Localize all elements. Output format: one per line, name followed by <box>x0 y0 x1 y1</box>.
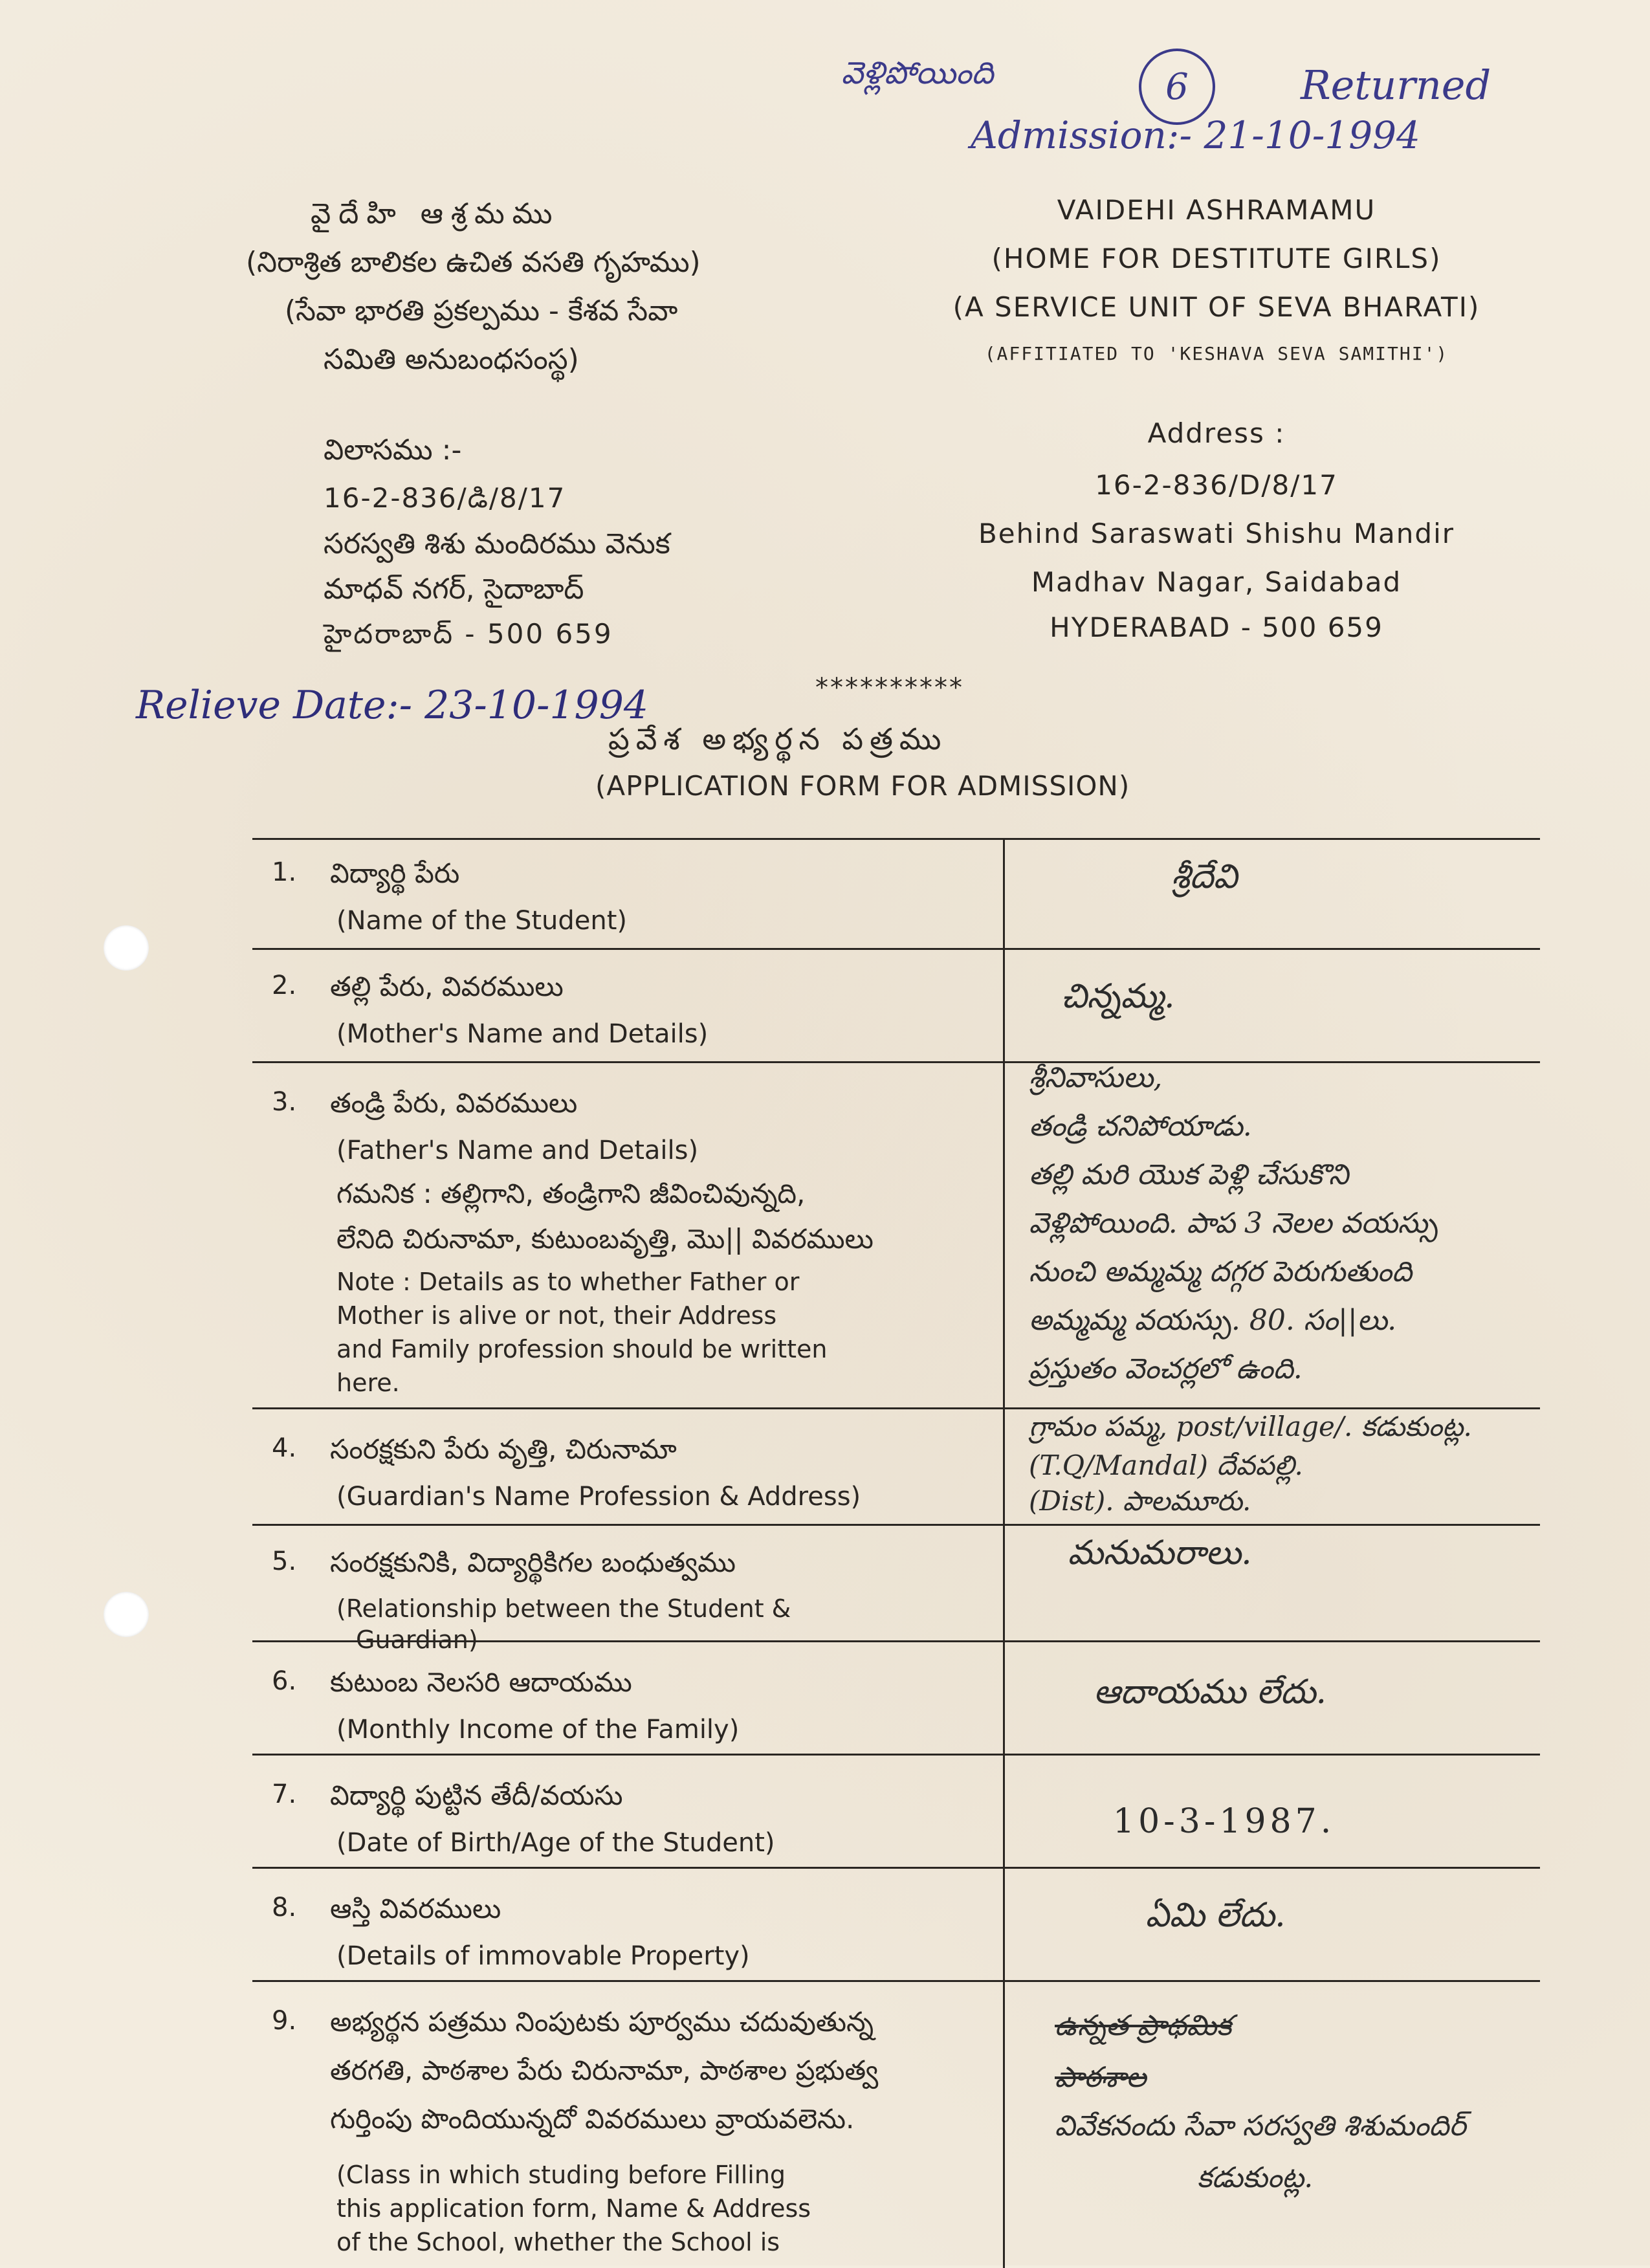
answer-student-name: శ్రీదేవి <box>1171 857 1238 896</box>
answer-father-line: శ్రీనివాసులు, <box>1029 1061 1163 1094</box>
row-label-telugu: తరగతి, పాఠశాల పేరు చిరునామా, పాఠశాల ప్రభుత్వ <box>330 2054 879 2086</box>
row-label-telugu: తల్లి పేరు, వివరములు <box>330 971 564 1002</box>
answer-father-line: అమ్మమ్మ వయస్సు. 80. సం||లు. <box>1029 1304 1397 1337</box>
row-number: 9. <box>272 2006 297 2036</box>
header-te-line1: వైదేహి ఆశ్రమము <box>311 197 560 230</box>
row-label-english: (Mother's Name and Details) <box>336 1019 709 1049</box>
answer-school-line: కడుకుంట్ల. <box>1197 2161 1314 2194</box>
answer-father-line: వెళ్లిపోయింది. పాప 3 నెలల వయస్సు <box>1029 1207 1438 1240</box>
row-label-telugu: అభ్యర్థన పత్రము నింపుటకు పూర్వము చదువుతున్న <box>330 2006 874 2038</box>
row-label-telugu: తండ్రి పేరు, వివరములు <box>330 1087 578 1119</box>
answer-date-of-birth: 10-3-1987. <box>1113 1802 1336 1841</box>
row-number: 8. <box>272 1893 297 1922</box>
row-note-english: of the School, whether the School is <box>336 2228 780 2256</box>
answer-father-line: నుంచి అమ్మమ్మ దగ్గర పెరుగుతుంది <box>1029 1255 1413 1288</box>
answer-father-line: ప్రస్తుతం వెంచర్లలో ఉంది. <box>1029 1352 1303 1385</box>
form-title-english: (APPLICATION FORM FOR ADMISSION) <box>595 770 1130 802</box>
row-label-english: (Father's Name and Details) <box>336 1136 699 1165</box>
row-number: 5. <box>272 1547 297 1576</box>
answer-father-line: తల్లి మరి యొక పెళ్లి చేసుకొని <box>1029 1158 1349 1191</box>
divider-stars: ********** <box>815 673 964 703</box>
answer-property: ఏమి లేదు. <box>1145 1896 1286 1935</box>
form-title-telugu: ప్రవేశ అభ్యర్థన పత్రము <box>608 721 948 756</box>
row-line <box>252 1754 1540 1756</box>
row-number: 7. <box>272 1779 297 1809</box>
row-line <box>252 1061 1540 1063</box>
address-en-line4: HYDERABAD - 500 659 <box>1050 611 1383 643</box>
row-note-english: and Family profession should be written <box>336 1335 828 1363</box>
row-label-english: (Monthly Income of the Family) <box>336 1715 740 1745</box>
punch-hole <box>104 925 149 971</box>
row-line <box>252 838 1540 840</box>
header-en-sub3: (AFFITIATED TO 'KESHAVA SEVA SAMITHI') <box>984 343 1449 364</box>
answer-monthly-income: ఆదాయము లేదు. <box>1094 1673 1327 1712</box>
answer-guardian-line: (Dist). పాలమూరు. <box>1029 1485 1251 1517</box>
row-note-telugu: గమనిక : తల్లిగాని, తండ్రిగాని జీవించివున్నది, <box>336 1178 806 1209</box>
row-label-telugu: సంరక్షకుని పేరు వృత్తి, చిరునామా <box>330 1433 677 1465</box>
row-note-telugu: లేనిది చిరునామా, కుటుంబవృత్తి, మొ|| వివరములు <box>336 1223 874 1255</box>
row-label-english: (Details of immovable Property) <box>336 1941 750 1971</box>
annotation-relieve-date: Relieve Date:- 23-10-1994 <box>136 683 649 728</box>
address-te-line4: హైదరాబాద్ - 500 659 <box>324 618 613 650</box>
row-note-english: (Class in which studing before Filling <box>336 2161 786 2189</box>
header-te-line4: సమితి అనుబంధసంస్థ) <box>324 343 579 376</box>
row-label-telugu: కుటుంబ నెలసరి ఆదాయము <box>330 1666 632 1698</box>
address-te-line3: మాధవ్ నగర్, సైదాబాద్ <box>324 573 584 606</box>
row-label-telugu: ఆస్తి వివరములు <box>330 1893 501 1924</box>
header-en-sub2: (A SERVICE UNIT OF SEVA BHARATI) <box>952 291 1480 323</box>
row-label-telugu: విద్యార్థి పుట్టిన తేదీ/వయసు <box>330 1779 623 1811</box>
header-te-line3: (సేవా భారతి ప్రకల్పము - కేశవ సేవా <box>285 294 678 327</box>
row-number: 6. <box>272 1666 297 1696</box>
answer-father-line: తండ్రి చనిపోయాడు. <box>1029 1110 1252 1143</box>
header-en-name: VAIDEHI ASHRAMAMU <box>1057 194 1376 226</box>
row-label-english: (Guardian's Name Profession & Address) <box>336 1482 861 1512</box>
annotation-admission-date: Admission:- 21-10-1994 <box>971 113 1420 157</box>
punch-hole <box>104 1592 149 1637</box>
row-number: 2. <box>272 971 297 1000</box>
address-en-line2: Behind Saraswati Shishu Mandir <box>978 518 1455 549</box>
annotation-returned: Returned <box>1301 61 1491 109</box>
answer-school-struck: ఉన్నత ప్రాథమిక <box>1055 2009 1232 2042</box>
row-label-english: Guardian) <box>356 1625 478 1654</box>
row-label-telugu: సంరక్షకునికి, విద్యార్థికిగల బంధుత్వము <box>330 1547 736 1578</box>
row-line <box>252 1407 1540 1409</box>
answer-school-struck: పాఠశాల <box>1055 2061 1147 2094</box>
row-note-english: here. <box>336 1369 400 1397</box>
row-number: 4. <box>272 1433 297 1463</box>
answer-relationship: మనుమరాలు. <box>1068 1534 1252 1572</box>
answer-guardian-line: (T.Q/Mandal) దేవపల్లి. <box>1029 1449 1303 1481</box>
row-line <box>252 1980 1540 1982</box>
row-note-english: Mother is alive or not, their Address <box>336 1301 777 1330</box>
annotation-telugu: వెళ్లిపోయింది <box>841 55 994 91</box>
address-en-label: Address : <box>1147 417 1286 449</box>
row-label-english: (Date of Birth/Age of the Student) <box>336 1828 775 1858</box>
answer-mother-name: చిన్నమ్మ. <box>1061 977 1175 1016</box>
address-te-label: విలాసము :- <box>324 434 462 467</box>
row-label-english: (Name of the Student) <box>336 906 628 936</box>
header-te-line2: (నిరాశ్రిత బాలికల ఉచిత వసతి గృహము) <box>246 246 701 279</box>
circled-number-text: 6 <box>1165 65 1189 108</box>
row-label-telugu: గుర్తింపు పొందియున్నదో వివరములు వ్రాయవలెను. <box>330 2103 855 2135</box>
row-number: 3. <box>272 1087 297 1117</box>
address-en-line1: 16-2-836/D/8/17 <box>1095 469 1338 501</box>
row-note-english: this application form, Name & Address <box>336 2194 811 2223</box>
row-label-english: (Relationship between the Student & <box>336 1594 791 1623</box>
answer-school-line: వివేకనందు సేవా సరస్వతి శిశుమందిర్ <box>1055 2109 1466 2142</box>
row-label-telugu: విద్యార్థి పేరు <box>330 857 460 889</box>
answer-guardian-line: గ్రామం పమ్మ, post/village/. కడుకుంట్ల. <box>1029 1411 1472 1442</box>
column-divider <box>1003 838 1005 2268</box>
address-en-line3: Madhav Nagar, Saidabad <box>1031 566 1402 598</box>
row-line <box>252 1524 1540 1526</box>
address-te-line1: 16-2-836/డి/8/17 <box>324 482 566 514</box>
row-note-english: Note : Details as to whether Father or <box>336 1268 800 1296</box>
row-number: 1. <box>272 857 297 887</box>
row-line <box>252 948 1540 950</box>
address-te-line2: సరస్వతి శిశు మందిరము వెనుక <box>324 527 670 560</box>
header-en-sub1: (HOME FOR DESTITUTE GIRLS) <box>991 243 1442 274</box>
row-line <box>252 1867 1540 1869</box>
